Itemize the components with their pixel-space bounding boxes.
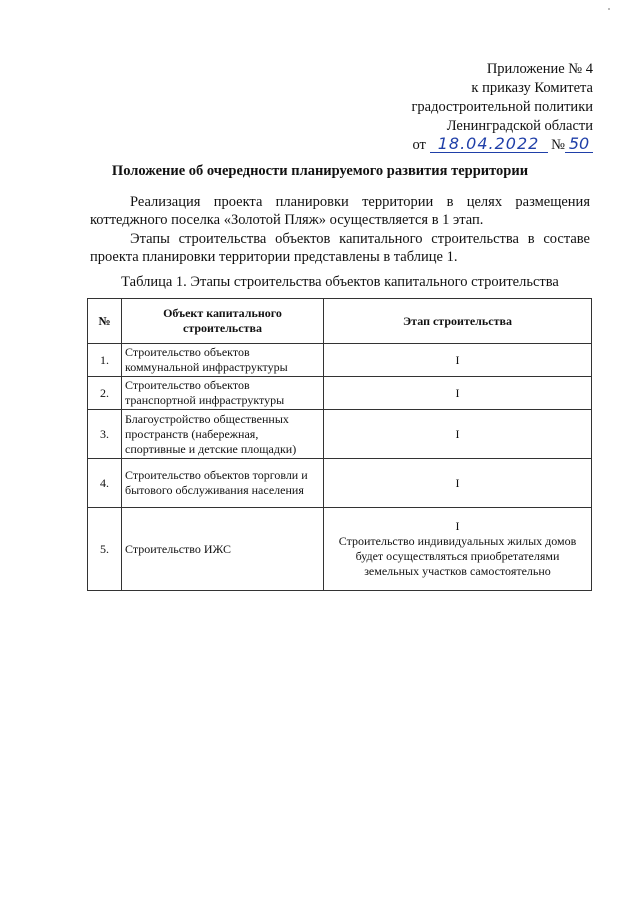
date-number-line	[411, 136, 593, 155]
header-object: Объект капитального строительства	[122, 299, 324, 344]
document-title: Положение об очередности планируемого развития территории	[111, 163, 529, 179]
row-stage: I	[324, 344, 592, 377]
row-stage: I	[324, 377, 592, 410]
row-object: Строительство объектов транспортной инфраструктуры	[122, 377, 324, 410]
table-row	[88, 410, 592, 459]
row-number: 5.	[88, 508, 122, 591]
row-number: 4.	[88, 459, 122, 508]
row-object: Строительство ИЖС	[122, 508, 324, 591]
paragraph-stages: Этапы строительства объектов капитального строительства в составе проекта планировки территории представлены в таблице 1.	[90, 231, 590, 265]
scan-artifact	[608, 8, 610, 10]
row-stage-note: Строительство индивидуальных жилых домов будет осуществляться приобретателями земельных участков самостоятельно	[338, 534, 577, 578]
row-object: Строительство объектов торговли и бытового обслуживания населения	[122, 459, 324, 508]
table-header-row	[88, 299, 592, 344]
row-stage: I	[324, 459, 592, 508]
appendix-header	[411, 60, 593, 155]
row-number: 3.	[88, 410, 122, 459]
committee-name: градостроительной политики	[411, 99, 593, 115]
table-row	[88, 459, 592, 508]
header-number: №	[88, 299, 122, 344]
header-stage: Этап строительства	[324, 299, 592, 344]
region-name: Ленинградской области	[446, 118, 593, 134]
row-number: 2.	[88, 377, 122, 410]
number-label: №	[551, 137, 565, 153]
order-reference: к приказу Комитета	[471, 80, 593, 96]
handwritten-number: 50	[565, 136, 593, 153]
table-row	[88, 508, 592, 591]
row-object: Строительство объектов коммунальной инфраструктуры	[122, 344, 324, 377]
row-stage: I	[324, 410, 592, 459]
table-caption: Таблица 1. Этапы строительства объектов капитального строительства	[121, 274, 559, 290]
row-stage: I	[455, 519, 460, 533]
construction-stages-table	[87, 298, 592, 591]
table-row	[88, 377, 592, 410]
row-stage-cell	[324, 508, 592, 591]
appendix-number: Приложение № 4	[486, 61, 593, 77]
table-row	[88, 344, 592, 377]
handwritten-date: 18.04.2022	[430, 136, 548, 153]
from-label: от	[412, 137, 426, 153]
paragraph-implementation: Реализация проекта планировки территории в целях размещения коттеджного поселка «Золотой Пляж» осуществляется в 1 этап.	[90, 194, 590, 228]
row-object: Благоустройство общественных пространств (набережная, спортивные и детские площадки)	[122, 410, 324, 459]
row-number: 1.	[88, 344, 122, 377]
